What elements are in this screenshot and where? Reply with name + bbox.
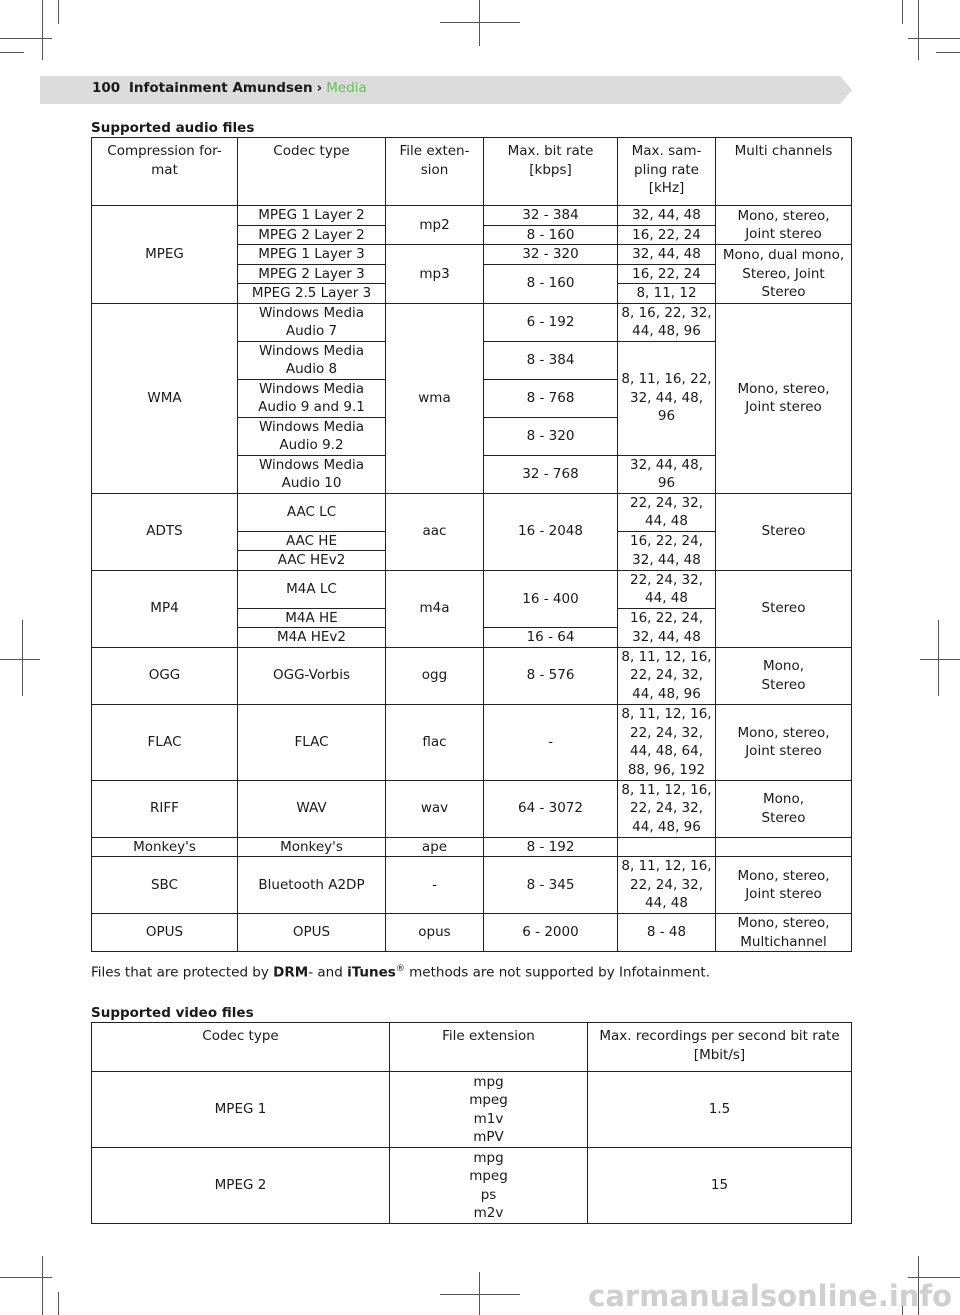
table-row [92,1072,852,1148]
breadcrumb-separator: › [316,80,323,96]
table-cell: 8 - 160 [484,225,618,245]
audio-section-title: Supported audio files [91,120,255,136]
table-cell: Monkey's [92,837,238,857]
header-cell: Codec type [238,138,386,206]
table-cell: m4a [386,570,484,647]
table-cell: - [484,704,618,780]
table-cell: RIFF [92,780,238,837]
header-cell: Compression for- mat [92,138,238,206]
page-header [92,80,367,96]
table-cell: 32 - 768 [484,455,618,493]
table-cell: Mono, stereo, Joint stereo [716,704,852,780]
table-cell: Mono, stereo, Joint stereo [716,857,852,914]
chapter-title: Infotainment Amundsen [128,80,313,96]
table-cell: 32, 44, 48 [618,206,716,226]
table-cell: 32 - 384 [484,206,618,226]
table-cell: ogg [386,647,484,704]
page-number: 100 [92,80,121,96]
table-cell [618,837,716,857]
table-cell: Windows Media Audio 9 and 9.1 [238,379,386,417]
header-cell: Max. sam- pling rate [kHz] [618,138,716,206]
table-cell: aac [386,493,484,570]
video-table [91,1022,852,1224]
table-cell: 22, 24, 32, 44, 48 [618,570,716,608]
table-row [92,493,852,531]
table-cell: 8 - 345 [484,857,618,914]
table-cell: Windows Media Audio 10 [238,455,386,493]
table-cell: Bluetooth A2DP [238,857,386,914]
drm-note [91,964,710,981]
audio-header-row [92,138,852,206]
table-cell: MP4 [92,570,238,647]
section-link[interactable]: Media [326,80,367,96]
table-cell: 32 - 320 [484,245,618,265]
table-cell: 22, 24, 32, 44, 48 [618,493,716,531]
table-cell: - [386,857,484,914]
table-cell: Windows Media Audio 7 [238,303,386,341]
table-cell: 8 - 768 [484,379,618,417]
table-cell: 64 - 3072 [484,780,618,837]
table-cell: ape [386,837,484,857]
table-cell: Mono, dual mono, Stereo, Joint Stereo [716,245,852,304]
table-row [92,1148,852,1224]
table-cell: 15 [588,1148,852,1224]
table-cell: Stereo [716,493,852,570]
table-cell: MPEG 1 Layer 2 [238,206,386,226]
table-row [92,303,852,341]
table-cell: 6 - 192 [484,303,618,341]
table-cell: opus [386,914,484,952]
table-cell: 16 - 64 [484,628,618,648]
table-cell: M4A HEv2 [238,628,386,648]
table-cell: MPEG 1 [92,1072,390,1148]
table-cell: FLAC [238,704,386,780]
table-cell: 8 - 576 [484,647,618,704]
table-cell: SBC [92,857,238,914]
table-cell: WMA [92,303,238,493]
table-row [92,857,852,914]
table-cell: wav [386,780,484,837]
table-cell: 8 - 192 [484,837,618,857]
table-cell: Stereo [716,570,852,647]
table-cell: Mono, stereo, Joint stereo [716,303,852,493]
table-cell: AAC HEv2 [238,551,386,571]
header-cell: File exten- sion [386,138,484,206]
table-row [92,647,852,704]
table-cell: mp3 [386,245,484,304]
table-cell: MPEG [92,206,238,304]
table-cell: 8, 11, 12, 16, 22, 24, 32, 44, 48, 96 [618,780,716,837]
table-cell: 8, 11, 12, 16, 22, 24, 32, 44, 48, 96 [618,647,716,704]
table-cell: mp2 [386,206,484,245]
table-cell: MPEG 2.5 Layer 3 [238,284,386,304]
watermark: carmanualsonline.info [588,1279,952,1313]
table-cell: Mono, Stereo [716,647,852,704]
table-cell: 16 - 2048 [484,493,618,570]
table-cell: 8 - 320 [484,417,618,455]
table-row [92,704,852,780]
table-cell: Mono, stereo, Multichannel [716,914,852,952]
table-cell [716,837,852,857]
table-cell: OGG [92,647,238,704]
table-cell: wma [386,303,484,493]
video-section-title: Supported video files [91,1005,254,1021]
table-cell: 8, 16, 22, 32, 44, 48, 96 [618,303,716,341]
table-cell: Mono, stereo, Joint stereo [716,206,852,245]
table-cell: 8 - 384 [484,341,618,379]
table-cell: M4A LC [238,570,386,608]
header-cell: File extension [390,1023,588,1072]
table-cell: OGG-Vorbis [238,647,386,704]
note-drm: DRM [273,964,309,981]
table-cell: Monkey's [238,837,386,857]
header-cell: Codec type [92,1023,390,1072]
table-cell: 8, 11, 16, 22, 32, 44, 48, 96 [618,341,716,455]
registered-mark: ® [395,964,405,974]
note-middle: - and [308,964,348,981]
table-row [92,914,852,952]
table-cell: AAC HE [238,531,386,551]
table-cell: Windows Media Audio 8 [238,341,386,379]
table-cell: 8, 11, 12, 16, 22, 24, 32, 44, 48 [618,857,716,914]
table-cell: 16, 22, 24, 32, 44, 48 [618,531,716,570]
table-row [92,780,852,837]
header-cell: Max. bit rate [kbps] [484,138,618,206]
table-cell: 16 - 400 [484,570,618,628]
table-cell: 8, 11, 12 [618,284,716,304]
table-cell: AAC LC [238,493,386,531]
table-cell: 32, 44, 48, 96 [618,455,716,493]
video-header-row [92,1023,852,1072]
audio-table [91,137,852,952]
note-itunes: iTunes [347,964,396,981]
note-suffix: methods are not supported by Infotainment. [404,964,711,981]
table-cell: 16, 22, 24, 32, 44, 48 [618,608,716,647]
table-cell: ADTS [92,493,238,570]
table-cell: MPEG 1 Layer 3 [238,245,386,265]
table-cell: 6 - 2000 [484,914,618,952]
table-cell: 16, 22, 24 [618,225,716,245]
table-cell: FLAC [92,704,238,780]
header-cell: Multi channels [716,138,852,206]
table-cell: flac [386,704,484,780]
table-cell: M4A HE [238,608,386,628]
header-cell: Max. recordings per second bit rate [Mbit/s] [588,1023,852,1072]
table-cell: 8 - 48 [618,914,716,952]
table-row [92,837,852,857]
table-cell: OPUS [92,914,238,952]
table-cell: 16, 22, 24 [618,264,716,284]
table-cell: 8, 11, 12, 16, 22, 24, 32, 44, 48, 64, 88, 96, 192 [618,704,716,780]
table-cell: MPEG 2 Layer 2 [238,225,386,245]
table-cell: MPEG 2 Layer 3 [238,264,386,284]
table-cell: 32, 44, 48 [618,245,716,265]
table-row [92,206,852,226]
table-cell: 8 - 160 [484,264,618,303]
table-cell: Mono, Stereo [716,780,852,837]
note-prefix: Files that are protected by [91,964,274,981]
table-cell: MPEG 2 [92,1148,390,1224]
table-cell: Windows Media Audio 9.2 [238,417,386,455]
table-row [92,570,852,608]
table-cell: mpg mpeg ps m2v [390,1148,588,1224]
table-cell: OPUS [238,914,386,952]
table-cell: WAV [238,780,386,837]
table-cell: mpg mpeg m1v mPV [390,1072,588,1148]
table-cell: 1.5 [588,1072,852,1148]
